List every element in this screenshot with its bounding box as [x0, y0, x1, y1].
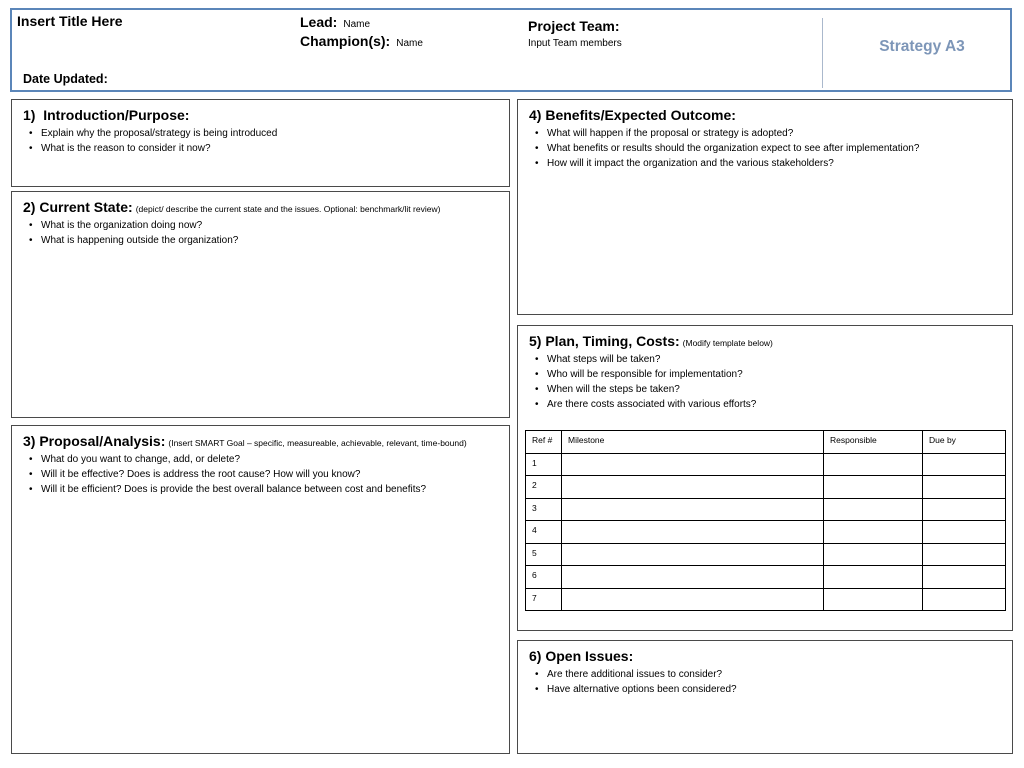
list-item: • What is happening outside the organization? [41, 233, 238, 248]
bullet-list [23, 126, 277, 156]
list-item: • What do you want to change, add, or delete? [41, 452, 426, 467]
table-header-row [526, 431, 1006, 454]
section-title-row [23, 433, 467, 449]
responsible-cell[interactable] [824, 453, 923, 476]
column-header-responsible: Responsible [824, 431, 923, 454]
ref-cell: 7 [526, 588, 562, 611]
responsible-cell[interactable] [824, 476, 923, 499]
list-item: • What benefits or results should the organization expect to see after implementation? [547, 141, 919, 156]
document-type: Strategy A3 [879, 38, 965, 55]
milestone-cell[interactable] [562, 588, 824, 611]
responsible-cell[interactable] [824, 566, 923, 589]
list-item: • Explain why the proposal/strategy is being introduced [41, 126, 277, 141]
header-divider [822, 18, 823, 88]
list-item: • When will the steps be taken? [547, 382, 756, 397]
section-note: (Modify template below) [682, 338, 773, 348]
table-row [526, 476, 1006, 499]
section-title: 1) Introduction/Purpose: [23, 107, 190, 123]
list-item: • What will happen if the proposal or strategy is adopted? [547, 126, 919, 141]
column-header-ref: Ref # [526, 431, 562, 454]
ref-cell: 2 [526, 476, 562, 499]
ref-cell: 6 [526, 566, 562, 589]
milestone-cell[interactable] [562, 453, 824, 476]
list-item: • What is the reason to consider it now? [41, 141, 277, 156]
due-by-cell[interactable] [923, 566, 1006, 589]
list-item: • Will it be efficient? Does is provide the best overall balance between cost and benefits? [41, 482, 426, 497]
milestone-cell[interactable] [562, 498, 824, 521]
champion-label: Champion(s): [300, 33, 391, 49]
table-row [526, 566, 1006, 589]
milestone-cell[interactable] [562, 543, 824, 566]
ref-cell: 4 [526, 521, 562, 544]
date-updated-label[interactable]: Date Updated: [23, 72, 108, 86]
list-item: • How will it impact the organization and the various stakeholders? [547, 156, 919, 171]
column-header-milestone: Milestone [562, 431, 824, 454]
section-open-issues[interactable] [517, 640, 1013, 754]
lead-field [300, 14, 370, 32]
list-item: • What steps will be taken? [547, 352, 756, 367]
section-proposal[interactable] [11, 425, 510, 754]
bullet-list [23, 218, 238, 248]
section-title-row [23, 199, 440, 215]
responsible-cell[interactable] [824, 543, 923, 566]
due-by-cell[interactable] [923, 521, 1006, 544]
table-row [526, 498, 1006, 521]
section-title: 5) Plan, Timing, Costs: [529, 333, 680, 349]
due-by-cell[interactable] [923, 543, 1006, 566]
due-by-cell[interactable] [923, 498, 1006, 521]
milestone-cell[interactable] [562, 476, 824, 499]
list-item: • Have alternative options been considered? [547, 682, 737, 697]
section-introduction[interactable] [11, 99, 510, 187]
section-title: 2) Current State: [23, 199, 133, 215]
bullet-list [529, 352, 756, 412]
list-item: • What is the organization doing now? [41, 218, 238, 233]
responsible-cell[interactable] [824, 498, 923, 521]
list-item: • Will it be effective? Does is address the root cause? How will you know? [41, 467, 426, 482]
table-row [526, 521, 1006, 544]
section-note: (Insert SMART Goal – specific, measureable, achievable, relevant, time-bound) [168, 438, 467, 448]
bullet-list [529, 667, 737, 697]
bullet-list [529, 126, 919, 171]
list-item: • Are there additional issues to consider? [547, 667, 737, 682]
column-header-due-by: Due by [923, 431, 1006, 454]
table-row [526, 543, 1006, 566]
section-note: (depict/ describe the current state and the issues. Optional: benchmark/lit review) [135, 204, 441, 214]
team-label: Project Team: [528, 18, 620, 34]
champion-value[interactable]: Name [396, 38, 423, 49]
section-title: 4) Benefits/Expected Outcome: [529, 107, 736, 123]
ref-cell: 5 [526, 543, 562, 566]
lead-value[interactable]: Name [343, 19, 371, 30]
milestone-table [525, 430, 1006, 611]
section-benefits[interactable] [517, 99, 1013, 315]
due-by-cell[interactable] [923, 588, 1006, 611]
responsible-cell[interactable] [824, 521, 923, 544]
team-value[interactable]: Input Team members [528, 38, 622, 49]
section-current-state[interactable] [11, 191, 510, 418]
document-title[interactable]: Insert Title Here [17, 13, 123, 29]
section-title-row [529, 333, 773, 349]
milestone-cell[interactable] [562, 566, 824, 589]
ref-cell: 1 [526, 453, 562, 476]
bullet-list [23, 452, 426, 497]
due-by-cell[interactable] [923, 453, 1006, 476]
table-row [526, 588, 1006, 611]
lead-label: Lead: [300, 14, 338, 30]
table-row [526, 453, 1006, 476]
responsible-cell[interactable] [824, 588, 923, 611]
list-item: • Who will be responsible for implementation? [547, 367, 756, 382]
champion-field [300, 33, 423, 51]
list-item: • Are there costs associated with various efforts? [547, 397, 756, 412]
section-title: 3) Proposal/Analysis: [23, 433, 166, 449]
milestone-cell[interactable] [562, 521, 824, 544]
section-plan[interactable] [517, 325, 1013, 631]
due-by-cell[interactable] [923, 476, 1006, 499]
section-title: 6) Open Issues: [529, 648, 634, 664]
ref-cell: 3 [526, 498, 562, 521]
